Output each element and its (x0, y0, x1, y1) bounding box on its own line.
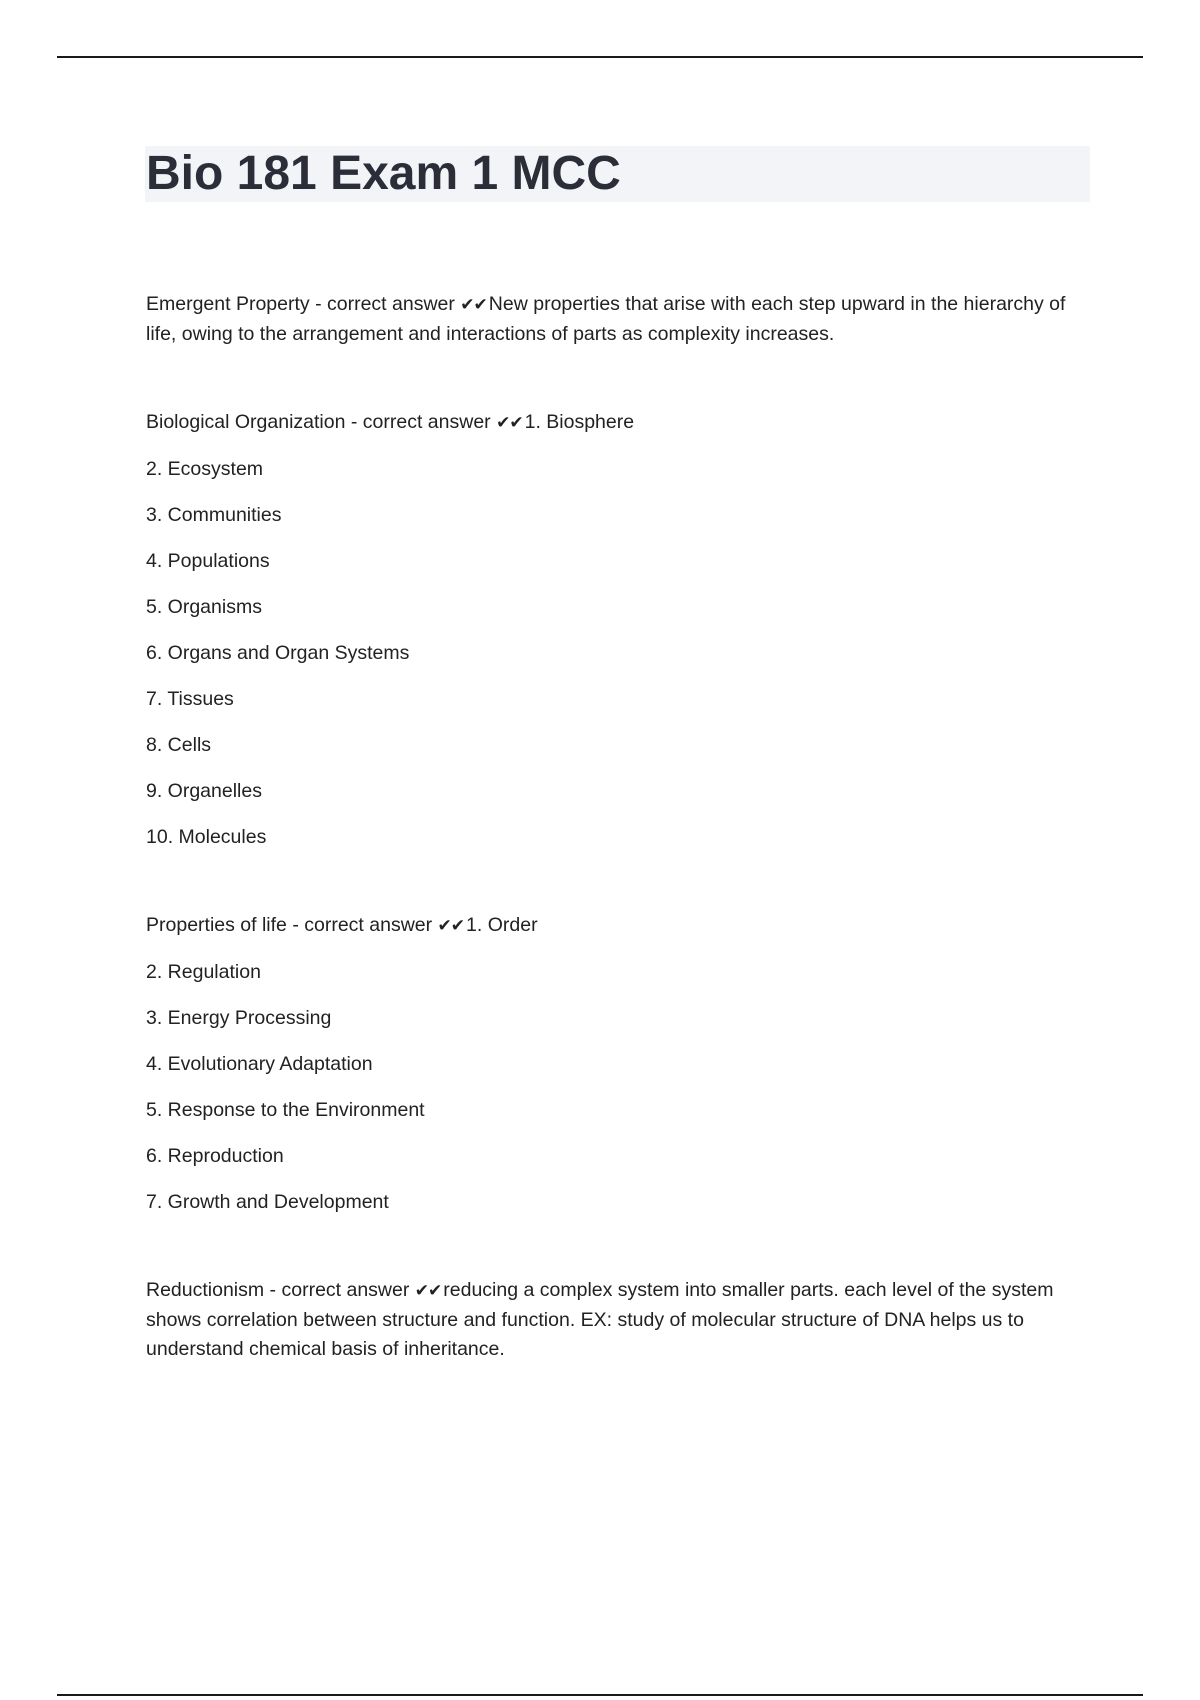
correct-answer-label: correct answer (281, 1279, 410, 1301)
entry-text (146, 911, 1096, 941)
list-item: 6. Organs and Organ Systems (146, 642, 410, 664)
entry-term: Properties of life (146, 914, 287, 936)
double-check-icon: ✔✔ (460, 295, 487, 315)
list-item: 3. Energy Processing (146, 1007, 332, 1029)
correct-answer-label: correct answer (304, 914, 433, 936)
entry-text (146, 1276, 1096, 1364)
qa-entry-reductionism (146, 1276, 1096, 1364)
term-separator: - (309, 293, 327, 315)
list-item: 10. Molecules (146, 826, 267, 848)
list-item: 6. Reproduction (146, 1145, 284, 1167)
page-title: Bio 181 Exam 1 MCC (146, 147, 621, 200)
entry-answer: reducing a complex system into smaller parts. each level of the system shows correlation between structure and function. EX: study of molecular structure of DNA helps us to understand chemical basis of inheritance. (146, 1279, 1054, 1360)
qa-entry-biological-organization (146, 408, 1096, 852)
term-separator: - (286, 914, 305, 936)
list-item: 2. Ecosystem (146, 458, 264, 480)
list-item: 4. Populations (146, 550, 270, 572)
entry-answer: 1. Order (466, 914, 538, 936)
term-separator: - (345, 411, 363, 433)
double-check-icon: ✔✔ (414, 1281, 442, 1301)
double-check-icon: ✔✔ (437, 916, 465, 936)
list-item: 2. Regulation (146, 961, 261, 983)
entry-term: Reductionism (146, 1279, 265, 1301)
list-item: 4. Evolutionary Adaptation (146, 1053, 373, 1075)
entry-answer: 1. Biosphere (524, 411, 635, 433)
bottom-rule (57, 1694, 1143, 1696)
list-item: 7. Tissues (146, 688, 234, 710)
list-item: 9. Organelles (146, 780, 262, 802)
qa-entry-properties-of-life (146, 911, 1096, 1217)
correct-answer-label: correct answer (362, 411, 491, 433)
qa-entry-emergent-property (146, 290, 1096, 349)
entry-term: Biological Organization (146, 411, 346, 433)
term-separator: - (264, 1279, 282, 1301)
top-rule (57, 56, 1143, 58)
document-body (146, 290, 1096, 1423)
double-check-icon: ✔✔ (496, 413, 523, 433)
correct-answer-label: correct answer (327, 293, 455, 315)
entry-text (146, 408, 1096, 438)
list-item: 5. Organisms (146, 596, 262, 618)
list-item: 8. Cells (146, 734, 212, 756)
entry-answer: New properties that arise with each step upward in the hierarchy of life, owing to the arrangement and interactions of parts as complexity increases. (146, 293, 1066, 345)
list-item: 3. Communities (146, 504, 282, 526)
entry-text (146, 290, 1096, 349)
list-item: 5. Response to the Environment (146, 1099, 425, 1121)
list-item: 7. Growth and Development (146, 1191, 389, 1213)
entry-term: Emergent Property (146, 293, 310, 315)
